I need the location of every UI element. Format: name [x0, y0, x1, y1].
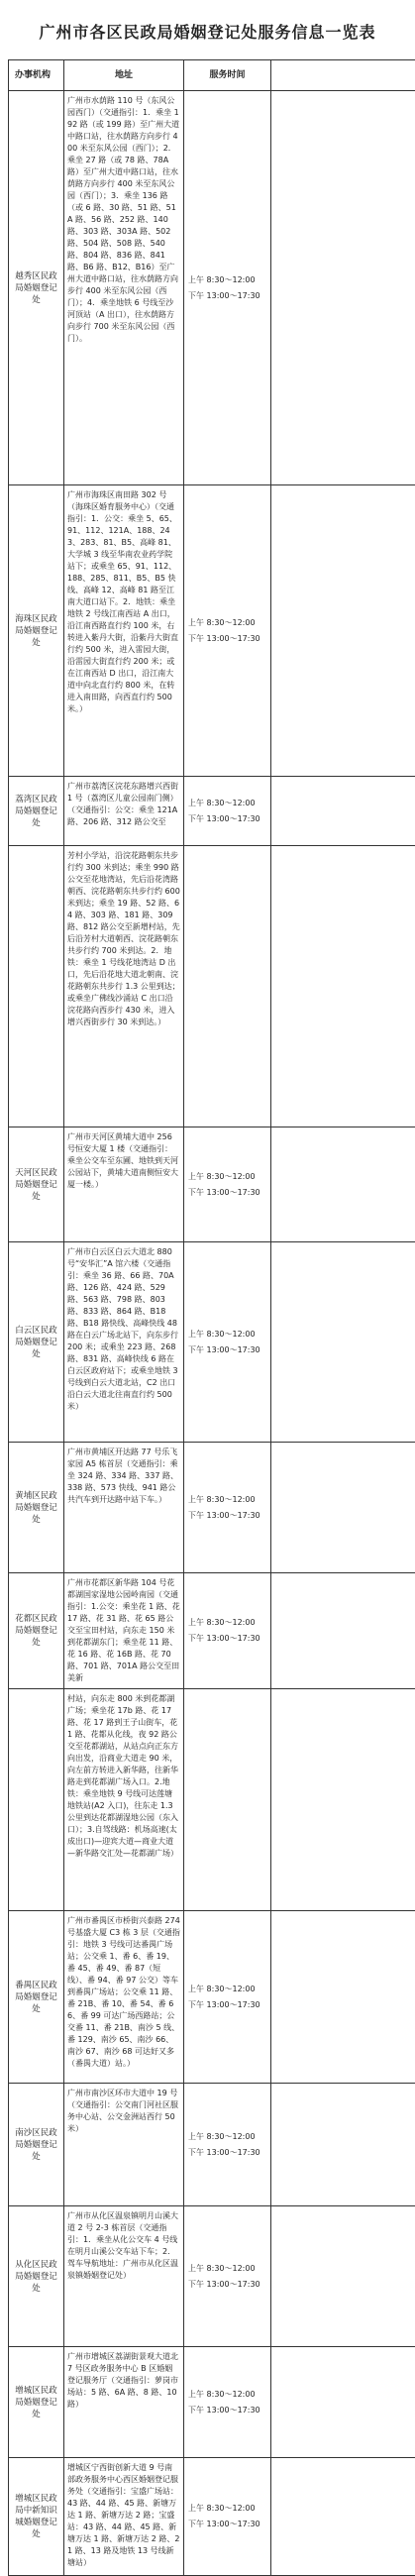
- org-cell: 天河区民政局婚姻登记处: [9, 1127, 64, 1242]
- table-row: [9, 2084, 415, 2206]
- address-cell: 广州市增城区荔湖街景观大道北 7 号区政务服务中心 B 区婚姻登记服务厅（交通指引：萝岗市场站：5 路、6A 路、8 路、10 路）: [64, 2347, 184, 2458]
- morning-hours: 上午 8:30～12:00: [188, 2503, 267, 2515]
- org-cell: 从化区民政局婚姻登记处: [9, 2206, 64, 2347]
- morning-hours: 上午 8:30～12:00: [188, 2131, 267, 2143]
- org-cell: 白云区民政局婚姻登记处: [9, 1242, 64, 1443]
- header-org: 办事机构: [9, 60, 64, 91]
- org-cell: 海珠区民政局婚姻登记处: [9, 485, 64, 777]
- address-cell: 广州市花都区新华路 104 号花都湖国家湿地公园岭南园（交通指引：1.公交：乘坐花 1 路、花 17 路、花 31 路、花 65 路公交至宝田村站，向东走 150 米到花都湖东门；乘坐花 11 路、花 16 路、花 16B 路、花 70 路、701 路、701A 路公交至田美新: [64, 1573, 184, 1689]
- table-row: [9, 846, 415, 1127]
- address-cell: 芳村小学站，沿浣花路朝东共步行约 300 米到达；乘坐 990 路公交至花地湾站，先后沿花湾路朝西、浣花路朝东共步行约 600 米到达；乘坐 19 路、52 路、64 路、303 路、181 路、309 路、812 路公交至新增村站，先后沿芳村大道朝西、浣花路朝东共步行约 700 米到达。2．地铁：乘坐 1 号线花地湾站 D 出口，先后沿花地大道北朝南、浣花路朝东共步行 1.3 公里到达；或乘坐广佛线沙涌站 C 出口沿浣花路向西步行 430 米，进入增兴西街步行 30 米到达。）: [64, 846, 184, 1127]
- org-cell: 番禺区民政局婚姻登记处: [9, 1911, 64, 2084]
- header-blank: [271, 60, 415, 91]
- morning-hours: 上午 8:30～12:00: [188, 1494, 267, 1506]
- table-row: [9, 1911, 415, 2084]
- afternoon-hours: 下午 13:00～17:30: [188, 2405, 267, 2416]
- afternoon-hours: 下午 13:00～17:30: [188, 1999, 267, 2011]
- afternoon-hours: 下午 13:00～17:30: [188, 1510, 267, 1522]
- table-row: [9, 1443, 415, 1573]
- table-row: [9, 485, 415, 777]
- blank-cell: [271, 1242, 415, 1443]
- service-info-table: [8, 59, 415, 2576]
- blank-cell: [271, 777, 415, 846]
- afternoon-hours: 下午 13:00～17:30: [188, 813, 267, 825]
- hours-cell: [184, 1573, 271, 1689]
- address-cell: 广州市水荫路 110 号（东风公园西门）（交通指引：1．乘坐 192 路（或 199 路）至广州大道中路口站，往水荫路方向步行 400 米至东风公园（西门）；2．乘坐 27 路（或 78 路、78A 路）至广州大道中路口站，往水荫路方向步行 400 米至东风公园（西门）；3．乘坐 136 路（或 6 路、30 路、51 路、51A 路、56 路、252 路、140 路、303 路、303A 路、502 路、504 路、508 路、540 路、804 路、836 路、841 路、B6 路、B12、B16）至广州大道中路口站，往水荫路方向步行 400 米至东风公园（西门）；4．乘坐地铁 6 号线至沙河顶站（A 出口），往水荫路方向步行 700 米至东风公园（西门）。: [64, 91, 184, 485]
- blank-cell: [271, 2458, 415, 2576]
- morning-hours: 上午 8:30～12:00: [188, 617, 267, 629]
- blank-cell: [271, 2206, 415, 2347]
- org-cell: [9, 1689, 64, 1911]
- afternoon-hours: 下午 13:00～17:30: [188, 290, 267, 302]
- address-cell: 广州市番禺区市桥街兴泰路 274 号基盛大厦 C3 栋 3 层（交通指引：地铁 3 号线可达番禺广场站；公交乘 1、番 6、番 19、番 45、番 49、番 87（短线）、番 94、番 97 公交）等车到番禺广场站；公交乘 11 路、番 21B、番 10、番 54、番 66、番 99 可达广场西路站；公交番 11、番 21B、南沙 5 线、番 129、南沙 65、南沙 66、南沙 67、南沙 68 可达好又多（番禺大道）站。）: [64, 1911, 184, 2084]
- blank-cell: [271, 485, 415, 777]
- address-cell: 增城区宁西街创新大道 9 号南部政务服务中心西区婚姻登记服务处（交通指引：宝盛广场站：43 路、44 路、45 路、新塘万达 1 路、新塘万达 2 路；宝盛站：43 路、44 路、45 路、新塘万达 1 路、新塘万达 2 路、21 路、13 路及地铁 13 号线新塘站）: [64, 2458, 184, 2576]
- morning-hours: 上午 8:30～12:00: [188, 2263, 267, 2275]
- address-cell: 广州市海珠区南田路 302 号（海珠区婚育服务中心）（交通指引：1．公交：乘坐 5、65、91、112、121A、188、243、283、81、B5、高峰 81、大学城 3 线至华南农业药学院站下；或乘坐 65、91、112、188、285、811、B5、B5 快线、高峰 12、高峰 81 路至江南大道口站下。2．地铁：乘坐地铁 2 号线江南西站 A 出口，沿江南西路直行约 100 米，右转进入紫丹大街，沿紫丹大街直行约 500 米，进入雷园大街，沿雷园大街直行约 200 米；或在江南西站 D 出口，沿江南大道中向北直行约 800 米，在转进入南田路，向西直行约 500 米。）: [64, 485, 184, 777]
- address-cell: 广州市荔湾区浣花东路增兴西街 1 号（荔湾区儿童公园南门侧）（交通指引：公交：乘坐 121A 路、206 路、312 路公交至: [64, 777, 184, 846]
- table-row: [9, 1127, 415, 1242]
- morning-hours: 上午 8:30～12:00: [188, 798, 267, 809]
- table-row: [9, 1573, 415, 1689]
- org-cell: 增城区民政局中新知识城婚姻登记处: [9, 2458, 64, 2576]
- blank-cell: [271, 1127, 415, 1242]
- blank-cell: [271, 1689, 415, 1911]
- hours-cell: [184, 1127, 271, 1242]
- blank-cell: [271, 1911, 415, 2084]
- afternoon-hours: 下午 13:00～17:30: [188, 1344, 267, 1356]
- header-row: [9, 60, 415, 91]
- hours-cell: [184, 1689, 271, 1911]
- org-cell: 越秀区民政局婚姻登记处: [9, 91, 64, 485]
- table-row: [9, 1689, 415, 1911]
- hours-cell: [184, 485, 271, 777]
- afternoon-hours: 下午 13:00～17:30: [188, 2519, 267, 2530]
- morning-hours: 上午 8:30～12:00: [188, 1171, 267, 1183]
- header-address: 地址: [64, 60, 184, 91]
- morning-hours: 上午 8:30～12:00: [188, 1617, 267, 1629]
- table-row: [9, 2347, 415, 2458]
- hours-cell: [184, 1242, 271, 1443]
- afternoon-hours: 下午 13:00～17:30: [188, 1187, 267, 1199]
- blank-cell: [271, 846, 415, 1127]
- address-cell: 广州市从化区温泉镇明月山溪大道 2 号 2-3 栋首层（交通指引：1．乘坐从化公交车 4 号线在明月山溪公交车站下车；2．驾车导航地址：广州市从化区温泉镇婚姻登记处）: [64, 2206, 184, 2347]
- address-cell: 广州市南沙区环市大道中 19 号（交通指引：公交南门河社区服务中心站、公交金洲站西行 50 米）: [64, 2084, 184, 2206]
- afternoon-hours: 下午 13:00～17:30: [188, 1633, 267, 1645]
- afternoon-hours: 下午 13:00～17:30: [188, 2279, 267, 2291]
- org-cell: 增城区民政局婚姻登记处: [9, 2347, 64, 2458]
- blank-cell: [271, 2084, 415, 2206]
- org-cell: 黄埔区民政局婚姻登记处: [9, 1443, 64, 1573]
- address-cell: 广州市天河区黄埔大道中 256 号恒安大厦 1 楼（交通指引：乘坐公交车至东圃、地铁到天河公园站下，黄埔大道南侧恒安大厦一楼。）: [64, 1127, 184, 1242]
- afternoon-hours: 下午 13:00～17:30: [188, 633, 267, 645]
- address-cell: 广州市黄埔区开达路 77 号乐飞家园 A5 栋首层（交通指引：乘坐 324 路、334 路、337 路、338 路、573 快线、941 路公共汽车到开达路中站下车。）: [64, 1443, 184, 1573]
- morning-hours: 上午 8:30～12:00: [188, 1984, 267, 1995]
- morning-hours: 上午 8:30～12:00: [188, 2389, 267, 2401]
- morning-hours: 上午 8:30～12:00: [188, 274, 267, 286]
- hours-cell: [184, 777, 271, 846]
- afternoon-hours: 下午 13:00～17:30: [188, 2147, 267, 2159]
- hours-cell: [184, 1443, 271, 1573]
- hours-cell: [184, 846, 271, 1127]
- blank-cell: [271, 1443, 415, 1573]
- hours-cell: [184, 2347, 271, 2458]
- table-row: [9, 1242, 415, 1443]
- address-cell: 村站，向东走 800 米到花都湖广场；乘坐花 17b 路、花 17 路、花 17 路到王子山街车，花 1 路、花都从化线，夜 92 路公交至花都湖站，从站点向正东方向出发，沿商业大道走 90 米，向左前方转进入新华路，往新华路走到花都湖广场入口。2.地铁：乘坐地铁 9 号线可达莲塘地铁站(A2 入口)，往东走 1.3 公里到达花都湖湿地公园（东入口）；3.自驾线路：机场高速(太成出口)—迎宾大道—商业大道—新华路交汇处—花都湖广场）: [64, 1689, 184, 1911]
- blank-cell: [271, 1573, 415, 1689]
- address-cell: 广州市白云区白云大道北 880 号“安华汇”A 馆六楼（交通指引：乘坐 36 路、66 路、70A 路、126 路、424 路、529 路、563 路、798 路、803 路、833 路、864 路、B18 路、B18 路快线、高峰快线 48 路在白云广场北站下，向东步行 200 米；或乘坐 223 路、268 路、831 路、高峰快线 6 路在白云区政府站下；或乘坐地铁 3 号线到白云大道北站，C2 出口沿白云大道北往南直行约 500 米）: [64, 1242, 184, 1443]
- hours-cell: [184, 2458, 271, 2576]
- hours-cell: [184, 2084, 271, 2206]
- page-title: 广州市各区民政局婚姻登记处服务信息一览表: [0, 20, 415, 43]
- org-cell: 荔湾区民政局婚姻登记处: [9, 777, 64, 846]
- morning-hours: 上午 8:30～12:00: [188, 1329, 267, 1341]
- org-cell: 南沙区民政局婚姻登记处: [9, 2084, 64, 2206]
- blank-cell: [271, 91, 415, 485]
- hours-cell: [184, 1911, 271, 2084]
- table-row: [9, 2206, 415, 2347]
- header-hours: 服务时间: [184, 60, 271, 91]
- blank-cell: [271, 2347, 415, 2458]
- hours-cell: [184, 2206, 271, 2347]
- org-cell: [9, 846, 64, 1127]
- table-row: [9, 777, 415, 846]
- table-row: [9, 91, 415, 485]
- hours-cell: [184, 91, 271, 485]
- table-row: [9, 2458, 415, 2576]
- org-cell: 花都区民政局婚姻登记处: [9, 1573, 64, 1689]
